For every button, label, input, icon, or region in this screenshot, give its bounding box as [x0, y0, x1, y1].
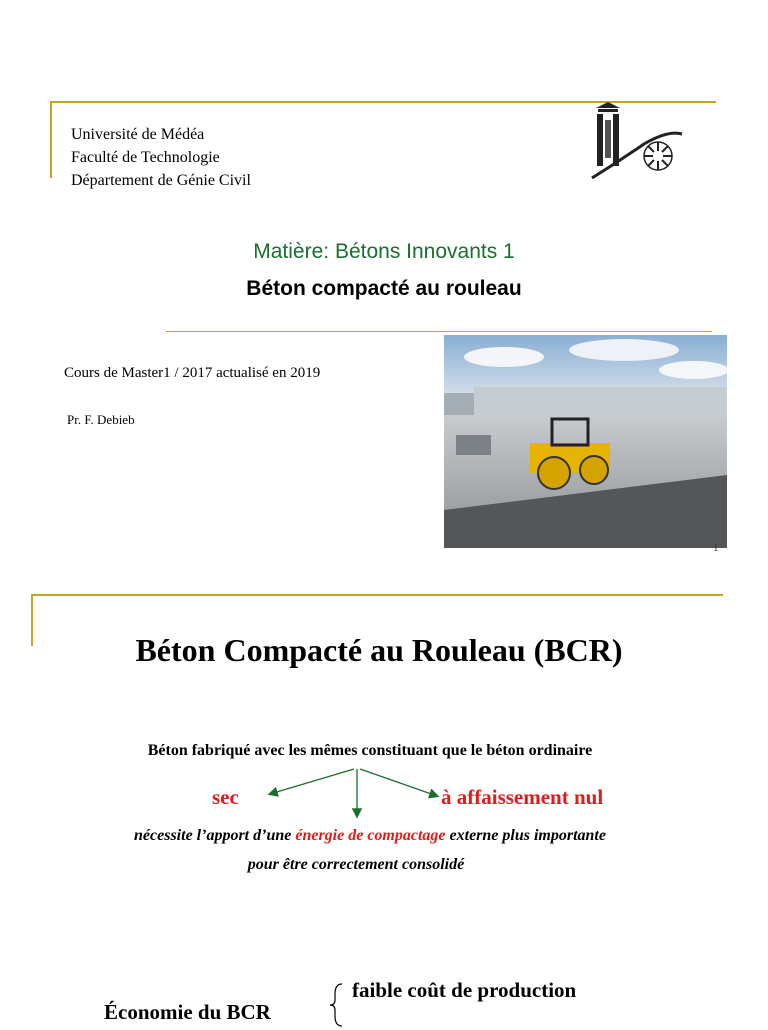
professor-name: Pr. F. Debieb — [67, 412, 135, 427]
faculty-name: Faculté de Technologie — [71, 149, 220, 166]
compaction-note — [0, 827, 740, 845]
intro-text: Béton fabriqué avec les mêmes constituant que le béton ordinaire — [147, 742, 593, 759]
subject-title: Matière: Bétons Innovants 1 — [253, 240, 515, 263]
page-number: 1 — [713, 542, 719, 554]
note-suffix: externe plus importante — [445, 827, 606, 844]
branch-dry: sec — [212, 785, 239, 809]
university-name: Université de Médéa — [71, 126, 205, 143]
roller-compactor-photo — [444, 335, 727, 548]
note-highlight: énergie de compactage — [295, 827, 446, 844]
course-info: Cours de Master1 / 2017 actualisé en 2019 — [64, 365, 321, 381]
branch-arrows — [0, 760, 768, 830]
title-rule — [166, 331, 712, 332]
left-rule — [50, 101, 52, 178]
economy-item: faible coût de production — [352, 978, 577, 1002]
brace-icon — [328, 980, 344, 1030]
department-name: Département de Génie Civil — [71, 172, 251, 189]
slide-title: Béton Compacté au Rouleau (BCR) — [135, 632, 623, 668]
economy-label: Économie du BCR — [104, 1000, 271, 1024]
branch-zero-slump: à affaissement nul — [441, 785, 604, 809]
top-rule — [31, 594, 723, 596]
compaction-note-line2: pour être correctement consolidé — [247, 856, 465, 873]
course-title: Béton compacté au rouleau — [246, 277, 522, 300]
university-logo — [588, 100, 684, 184]
note-prefix: nécessite l’apport d’une — [134, 827, 296, 844]
